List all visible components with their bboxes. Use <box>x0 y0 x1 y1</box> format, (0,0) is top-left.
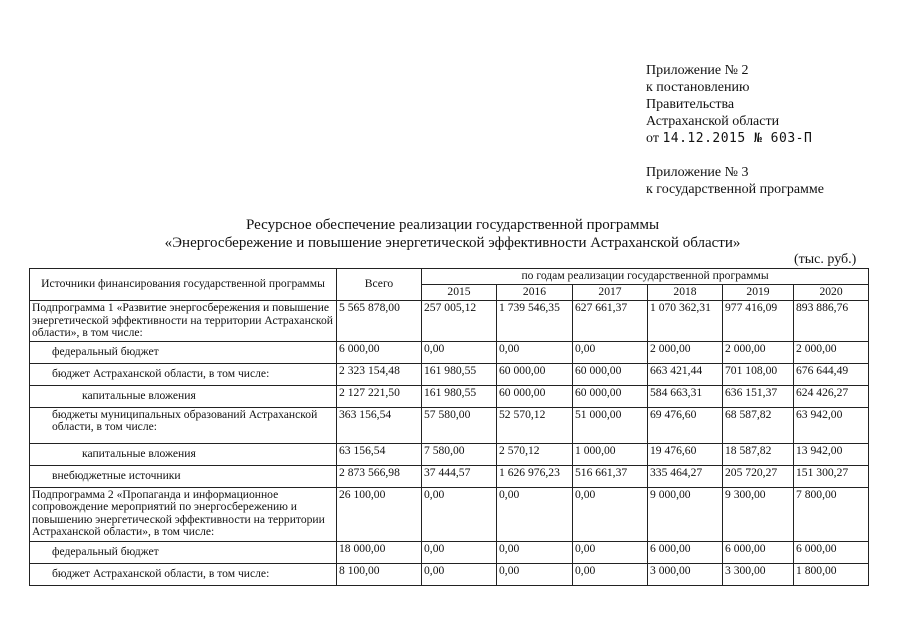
date-prefix: от <box>646 131 659 146</box>
row-label: бюджет Астраханской области, в том числе: <box>30 563 337 585</box>
header-year: 2018 <box>648 285 723 301</box>
row-value: 6 000,00 <box>648 541 723 563</box>
row-total: 6 000,00 <box>337 341 422 363</box>
table-row <box>30 407 869 443</box>
row-value: 0,00 <box>573 341 648 363</box>
row-label: капитальные вложения <box>30 385 337 407</box>
header-year: 2016 <box>497 285 573 301</box>
row-value: 624 426,27 <box>794 385 869 407</box>
row-total: 26 100,00 <box>337 487 422 541</box>
annex-line: Приложение № 3 <box>646 165 749 180</box>
row-value: 63 942,00 <box>794 407 869 443</box>
annex-line: Астраханской области <box>646 114 780 129</box>
row-value: 6 000,00 <box>794 541 869 563</box>
header-year: 2017 <box>573 285 648 301</box>
date-number: 14.12.2015 № 603-П <box>662 131 813 146</box>
annex-line: к государственной программе <box>646 182 824 197</box>
row-value: 2 570,12 <box>497 443 573 465</box>
financing-table <box>29 268 869 586</box>
table-row <box>30 301 869 342</box>
row-value: 0,00 <box>573 487 648 541</box>
row-value: 6 000,00 <box>723 541 794 563</box>
row-value: 0,00 <box>422 541 497 563</box>
row-value: 335 464,27 <box>648 465 723 487</box>
row-value: 1 070 362,31 <box>648 301 723 342</box>
annex-line: Приложение № 2 <box>646 63 749 78</box>
row-value: 0,00 <box>497 563 573 585</box>
document-title <box>0 216 905 252</box>
units-label: (тыс. руб.) <box>794 252 857 267</box>
row-value: 52 570,12 <box>497 407 573 443</box>
row-value: 2 000,00 <box>794 341 869 363</box>
row-label: Подпрограмма 2 «Пропаганда и информационное сопровождение мероприятий по энергосбережению и повышению энергетической эффективности на территории Астраханской области», в том числе: <box>30 487 337 541</box>
row-value: 0,00 <box>422 341 497 363</box>
row-value: 9 300,00 <box>723 487 794 541</box>
row-value: 60 000,00 <box>497 385 573 407</box>
header-year: 2020 <box>794 285 869 301</box>
row-value: 893 886,76 <box>794 301 869 342</box>
row-value: 627 661,37 <box>573 301 648 342</box>
row-value: 584 663,31 <box>648 385 723 407</box>
row-total: 2 323 154,48 <box>337 363 422 385</box>
row-total: 8 100,00 <box>337 563 422 585</box>
row-value: 977 416,09 <box>723 301 794 342</box>
row-total: 5 565 878,00 <box>337 301 422 342</box>
row-total: 63 156,54 <box>337 443 422 465</box>
row-value: 0,00 <box>422 487 497 541</box>
row-value: 0,00 <box>497 541 573 563</box>
table-row <box>30 563 869 585</box>
row-value: 2 000,00 <box>723 341 794 363</box>
row-value: 0,00 <box>573 563 648 585</box>
row-value: 205 720,27 <box>723 465 794 487</box>
row-value: 7 580,00 <box>422 443 497 465</box>
row-value: 0,00 <box>422 563 497 585</box>
row-value: 1 000,00 <box>573 443 648 465</box>
row-label: капитальные вложения <box>30 443 337 465</box>
row-value: 13 942,00 <box>794 443 869 465</box>
row-value: 161 980,55 <box>422 363 497 385</box>
title-line-1: Ресурсное обеспечение реализации государственной программы <box>245 217 660 233</box>
row-value: 0,00 <box>573 541 648 563</box>
row-value: 257 005,12 <box>422 301 497 342</box>
row-value: 516 661,37 <box>573 465 648 487</box>
resolution-date-line <box>646 130 812 147</box>
header-year: 2019 <box>723 285 794 301</box>
row-label: федеральный бюджет <box>30 541 337 563</box>
table-row <box>30 341 869 363</box>
row-value: 60 000,00 <box>573 363 648 385</box>
row-value: 0,00 <box>497 487 573 541</box>
row-label: Подпрограмма 1 «Развитие энергосбережения и повышение энергетической эффективности на территории Астраханской области», в том числе: <box>30 301 337 342</box>
row-value: 9 000,00 <box>648 487 723 541</box>
row-value: 0,00 <box>497 341 573 363</box>
table-row <box>30 363 869 385</box>
header-by-years: по годам реализации государственной программы <box>422 269 869 285</box>
row-total: 363 156,54 <box>337 407 422 443</box>
row-value: 663 421,44 <box>648 363 723 385</box>
header-sources: Источники финансирования государственной программы <box>30 269 337 301</box>
table-row <box>30 443 869 465</box>
row-label: федеральный бюджет <box>30 341 337 363</box>
title-line-2: «Энергосбережение и повышение энергетической эффективности Астраханской области» <box>164 235 741 251</box>
row-value: 19 476,60 <box>648 443 723 465</box>
annex-line: к постановлению <box>646 80 750 95</box>
row-value: 1 626 976,23 <box>497 465 573 487</box>
row-value: 161 980,55 <box>422 385 497 407</box>
row-value: 636 151,37 <box>723 385 794 407</box>
annex-program-block <box>646 164 824 198</box>
row-value: 151 300,27 <box>794 465 869 487</box>
header-total: Всего <box>337 269 422 301</box>
annex-line: Правительства <box>646 97 735 112</box>
annex-resolution-block <box>646 62 812 147</box>
row-value: 57 580,00 <box>422 407 497 443</box>
table-row <box>30 465 869 487</box>
row-value: 701 108,00 <box>723 363 794 385</box>
row-value: 1 739 546,35 <box>497 301 573 342</box>
row-total: 18 000,00 <box>337 541 422 563</box>
row-label: бюджет Астраханской области, в том числе: <box>30 363 337 385</box>
row-value: 3 000,00 <box>648 563 723 585</box>
row-value: 51 000,00 <box>573 407 648 443</box>
row-label: бюджеты муниципальных образований Астраханской области, в том числе: <box>30 407 337 443</box>
table-row <box>30 487 869 541</box>
row-value: 2 000,00 <box>648 341 723 363</box>
row-value: 18 587,82 <box>723 443 794 465</box>
row-value: 37 444,57 <box>422 465 497 487</box>
header-year: 2015 <box>422 285 497 301</box>
row-value: 60 000,00 <box>497 363 573 385</box>
row-value: 68 587,82 <box>723 407 794 443</box>
row-value: 676 644,49 <box>794 363 869 385</box>
row-value: 7 800,00 <box>794 487 869 541</box>
table-row <box>30 385 869 407</box>
row-total: 2 873 566,98 <box>337 465 422 487</box>
row-total: 2 127 221,50 <box>337 385 422 407</box>
row-value: 3 300,00 <box>723 563 794 585</box>
row-value: 69 476,60 <box>648 407 723 443</box>
row-value: 60 000,00 <box>573 385 648 407</box>
row-value: 1 800,00 <box>794 563 869 585</box>
row-label: внебюджетные источники <box>30 465 337 487</box>
table-row <box>30 541 869 563</box>
